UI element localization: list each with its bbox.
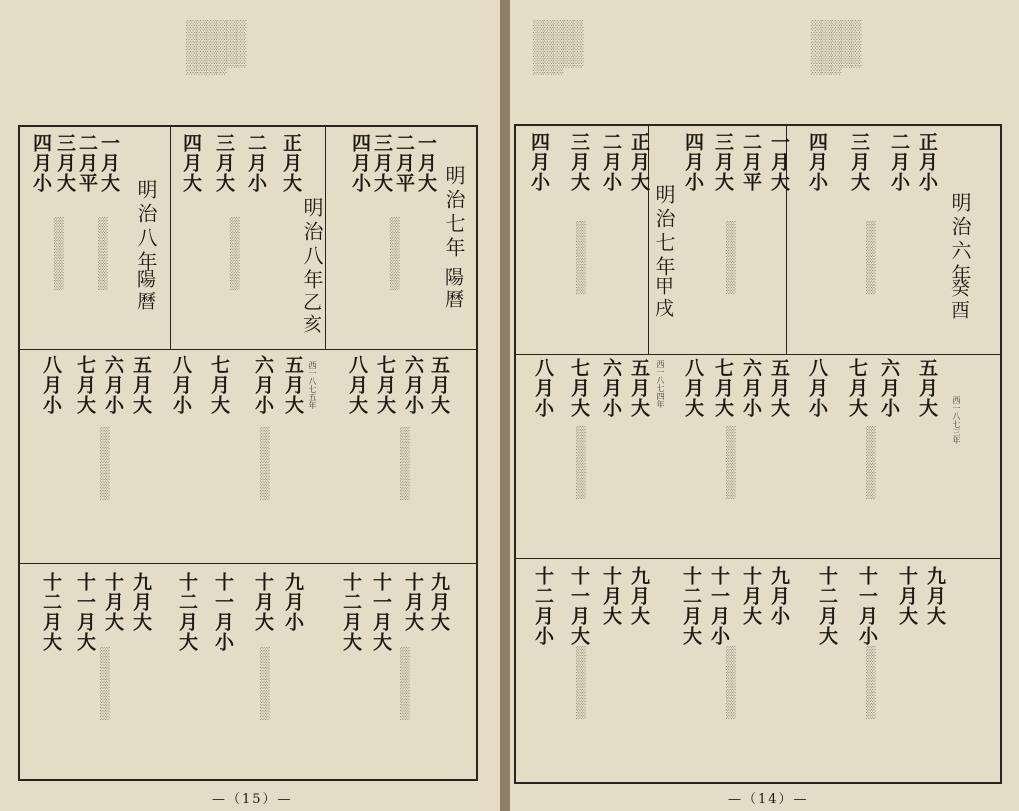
month-label: 六月小: [402, 355, 424, 415]
month-label: 八月小: [40, 355, 62, 415]
month-label: 八月小: [806, 358, 828, 418]
month-label: 十一月大: [74, 572, 96, 652]
month-label: 十一月小: [212, 572, 234, 652]
day-detail-text: ░░░░░░░░░░░░: [726, 646, 735, 720]
month-label: 九月大: [428, 572, 450, 632]
month-label: 十二月小: [532, 566, 554, 646]
month-label: 十月大: [600, 566, 622, 626]
month-label: 四月小: [806, 132, 828, 192]
day-detail-text: ░░░░░░░░░░░░: [230, 217, 239, 291]
month-label: 十月大: [896, 566, 918, 626]
day-detail-text: ░░░░░░░░░░░░: [866, 221, 875, 295]
month-label: 三月大: [568, 132, 590, 192]
day-detail-text: ░░░░░░░░░░░░: [576, 646, 585, 720]
year-title-meiji-7: 明治七年: [442, 165, 466, 261]
month-label: 三月大: [213, 133, 235, 193]
day-detail-text: ░░░░░░░░░░░░: [100, 427, 109, 501]
month-label: 五月大: [282, 355, 304, 415]
month-label: 三月大: [848, 132, 870, 192]
month-label: 一月大: [415, 133, 437, 193]
month-label: 三月大: [712, 132, 734, 192]
month-label: 四月小: [30, 133, 52, 193]
calendar-label: 陽曆: [442, 267, 464, 311]
page-number-right: —（14）—: [728, 792, 809, 807]
month-label: 十二月大: [176, 572, 198, 652]
month-label: 七月大: [568, 358, 590, 418]
month-label: 十二月大: [816, 566, 838, 646]
day-detail-text: ░░░░░░░░░░░░: [866, 646, 875, 720]
month-label: 十月大: [740, 566, 762, 626]
day-detail-text: ░░░░░░░░░░░░: [390, 217, 399, 291]
header-solar-terms-right-a: ░░░░░░░ ░░░░░░░ ░░░░░░░░ ░░░░░░░░ ░░░░░░░░: [532, 20, 582, 76]
month-label: 十二月大: [340, 572, 362, 652]
month-label: 六月小: [102, 355, 124, 415]
left-page: [0, 0, 500, 811]
month-label: 十二月大: [40, 572, 62, 652]
month-label: 二月平: [740, 132, 762, 192]
western-year-label: 西一八七三年: [952, 396, 961, 444]
month-label: 六月小: [600, 358, 622, 418]
month-label: 五月大: [428, 355, 450, 415]
day-detail-text: ░░░░░░░░░░░░: [260, 427, 269, 501]
month-label: 九月大: [628, 566, 650, 626]
day-detail-text: ░░░░░░░░░░░░: [726, 221, 735, 295]
month-label: 四月小: [349, 133, 371, 193]
month-label: 九月小: [282, 572, 304, 632]
month-label: 二月平: [76, 133, 98, 193]
cyclical-year: 癸酉: [948, 278, 970, 322]
month-label: 一月大: [98, 133, 120, 193]
month-label: 二月平: [393, 133, 415, 193]
month-label: 五月大: [628, 358, 650, 418]
day-detail-text: ░░░░░░░░░░░░: [576, 221, 585, 295]
month-label: 九月大: [924, 566, 946, 626]
cyclical-year: 乙亥: [300, 292, 322, 336]
month-label: 一月大: [768, 132, 790, 192]
month-label: 三月大: [371, 133, 393, 193]
day-detail-text: ░░░░░░░░░░░░: [98, 217, 107, 291]
month-label: 十二月大: [680, 566, 702, 646]
month-label: 九月小: [768, 566, 790, 626]
month-label: 八月小: [532, 358, 554, 418]
day-detail-text: ░░░░░░░░░░░░: [100, 647, 109, 721]
day-detail-text: ░░░░░░░░░░░░: [400, 427, 409, 501]
month-label: 十一月大: [370, 572, 392, 652]
day-detail-text: ░░░░░░░░░░░░: [866, 426, 875, 500]
month-label: 九月大: [130, 572, 152, 632]
day-detail-text: ░░░░░░░░░░░░: [260, 647, 269, 721]
month-label: 八月大: [346, 355, 368, 415]
month-label: 六月小: [252, 355, 274, 415]
month-label: 十月大: [252, 572, 274, 632]
day-detail-text: ░░░░░░░░░░░░: [726, 426, 735, 500]
month-label: 七月大: [74, 355, 96, 415]
month-label: 十一月小: [708, 566, 730, 646]
month-label: 五月大: [768, 358, 790, 418]
western-year-label: 西一八七五年: [308, 361, 317, 409]
month-label: 二月小: [600, 132, 622, 192]
month-label: 十一月小: [856, 566, 878, 646]
book-gutter: [500, 0, 510, 811]
month-label: 十一月大: [568, 566, 590, 646]
month-label: 七月大: [712, 358, 734, 418]
month-label: 十月大: [102, 572, 124, 632]
month-label: 七月大: [846, 358, 868, 418]
month-label: 十月大: [402, 572, 424, 632]
month-label: 二月小: [245, 133, 267, 193]
month-label: 四月小: [682, 132, 704, 192]
year-title-meiji-7: 明治七年: [652, 184, 676, 280]
month-label: 八月大: [682, 358, 704, 418]
month-label: 二月小: [888, 132, 910, 192]
calendar-label: 陽曆: [134, 269, 156, 313]
month-label: 八月小: [170, 355, 192, 415]
month-label: 四月小: [528, 132, 550, 192]
month-label: 七月大: [374, 355, 396, 415]
header-solar-terms-right-b: ░░░░░░░ ░░░░░░░ ░░░░░░░░ ░░░░░░░░ ░░░░░░░░: [810, 20, 860, 76]
year-title-meiji-8: 明治八年: [134, 179, 158, 275]
calendar-frame-left: [18, 125, 478, 781]
day-detail-text: ░░░░░░░░░░░░: [400, 647, 409, 721]
month-label: 正月小: [916, 132, 938, 192]
right-page: [510, 0, 1019, 811]
calendar-frame-right: [514, 124, 1002, 784]
western-year-label: 西一八七四年: [656, 360, 665, 408]
cyclical-year: 甲戌: [652, 276, 674, 320]
month-label: 六月小: [740, 358, 762, 418]
month-label: 六月小: [878, 358, 900, 418]
month-label: 正月大: [280, 133, 302, 193]
year-title-meiji-6: 明治六年: [948, 192, 972, 288]
month-label: 四月大: [180, 133, 202, 193]
page-number-left: —（15）—: [212, 792, 293, 807]
header-solar-terms-left: ░░░░░░░ ░░░░░░░ ░░░░░░░░ ░░░░░░░░ ░░░░░░░░ ░░░░░░░░: [185, 20, 245, 76]
month-label: 正月大: [628, 132, 650, 192]
month-label: 五月大: [916, 358, 938, 418]
day-detail-text: ░░░░░░░░░░░░: [576, 426, 585, 500]
month-label: 三月大: [54, 133, 76, 193]
year-title-meiji-8-kanshi: 明治八年: [300, 197, 324, 293]
month-label: 五月大: [130, 355, 152, 415]
day-detail-text: ░░░░░░░░░░░░: [54, 217, 63, 291]
month-label: 七月大: [208, 355, 230, 415]
